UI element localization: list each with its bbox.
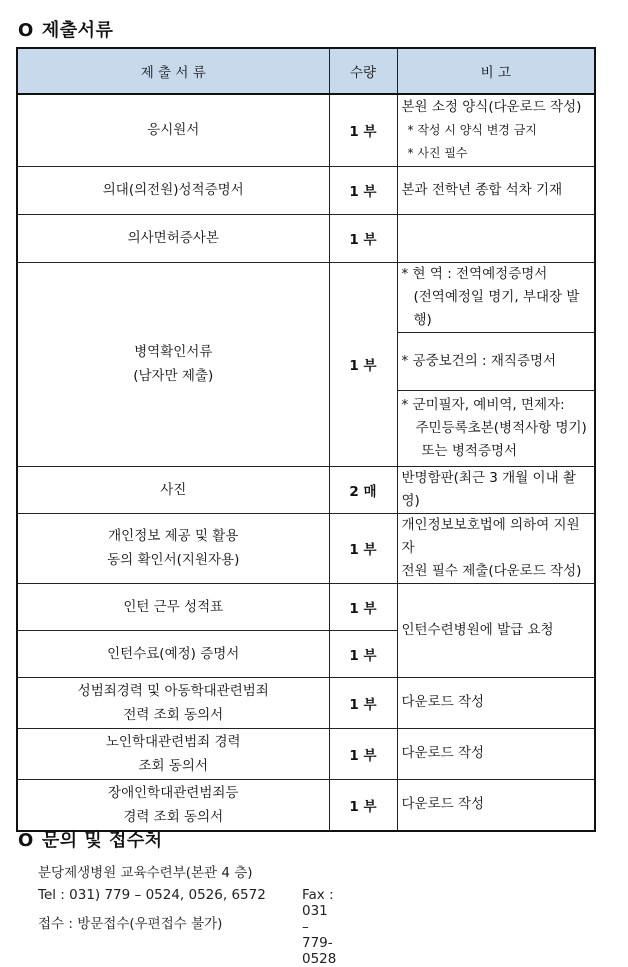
documents-table: [16, 47, 596, 832]
note-line: * 사진 필수: [407, 145, 468, 160]
doc-name-line: 조회 동의서: [138, 757, 208, 774]
doc-qty: 1 부: [329, 513, 397, 583]
header-doc: 제 출 서 류: [17, 48, 329, 94]
table-row: [17, 94, 595, 166]
doc-note: 반명함판(최근 3 개월 이내 촬영): [397, 466, 595, 513]
doc-note: [397, 513, 595, 583]
doc-qty: 1 부: [329, 630, 397, 677]
doc-note: * 공중보건의 : 재직증명서: [397, 332, 595, 390]
doc-name-line: 동의 확인서(지원자용): [107, 552, 240, 568]
table-row: [17, 728, 595, 779]
doc-note: 다운로드 작성: [397, 677, 595, 728]
doc-qty: 1 부: [329, 214, 397, 262]
doc-name: [17, 262, 329, 466]
note-line: 본원 소정 양식(다운로드 작성): [401, 98, 582, 115]
doc-name: 사진: [17, 466, 329, 513]
table-row: [17, 513, 595, 583]
contact-tel: Tel : 031) 779 – 0524, 0526, 6572: [38, 887, 266, 903]
table-row: [17, 779, 595, 831]
note-line: 전원 필수 제출(다운로드 작성): [401, 562, 582, 579]
doc-qty: 1 부: [329, 677, 397, 728]
doc-qty: 1 부: [329, 94, 397, 166]
doc-name: [17, 513, 329, 583]
doc-note: [397, 390, 595, 466]
header-note: 비 고: [397, 48, 595, 94]
doc-name-line: 개인정보 제공 및 활용: [108, 528, 239, 544]
table-row: [17, 214, 595, 262]
doc-name-line: 전력 조회 동의서: [123, 706, 224, 723]
doc-note: 인턴수련병원에 발급 요청: [397, 583, 595, 677]
contact-fax: Fax : 031 – 779-0528: [302, 887, 337, 967]
doc-name-line: 성범죄경력 및 아동학대관련범죄: [77, 682, 269, 699]
heading-title: 문의 및 접수처: [41, 830, 163, 851]
table-row: [17, 166, 595, 214]
note-line: 주민등록초본(병적사항 명기): [415, 419, 587, 436]
doc-name-line: 병역확인서류: [134, 344, 213, 360]
heading-bullet: O: [18, 20, 34, 41]
heading-bullet: O: [18, 830, 34, 851]
table-row: [17, 583, 595, 630]
doc-name-line: (남자만 제출): [133, 368, 214, 384]
contact-office: 분당제생병원 교육수련부(본관 4 층): [38, 865, 253, 881]
doc-name: 응시원서: [17, 94, 329, 166]
doc-name-line: 경력 조회 동의서: [123, 808, 224, 825]
table-row: [17, 262, 595, 332]
doc-qty: 1 부: [329, 779, 397, 831]
section-heading-contact: [18, 826, 163, 852]
doc-name: 인턴 근무 성적표: [17, 583, 329, 630]
doc-note: [397, 214, 595, 262]
doc-qty: 1 부: [329, 166, 397, 214]
note-line: 또는 병적증명서: [421, 442, 518, 459]
doc-note: 다운로드 작성: [397, 728, 595, 779]
heading-title: 제출서류: [41, 20, 114, 41]
doc-name: 의사면허증사본: [17, 214, 329, 262]
header-qty: 수량: [329, 48, 397, 94]
doc-note: [397, 94, 595, 166]
note-line: (전역예정일 명기, 부대장 발행): [413, 288, 580, 328]
note-line: * 군미필자, 예비역, 면제자:: [401, 396, 565, 413]
note-line: * 현 역 : 전역예정증명서: [401, 265, 548, 282]
doc-name: [17, 728, 329, 779]
doc-name: 인턴수료(예정) 증명서: [17, 630, 329, 677]
doc-qty: 1 부: [329, 583, 397, 630]
doc-name-line: 장애인학대관련범죄등: [108, 784, 239, 801]
doc-name: 의대(의전원)성적증명서: [17, 166, 329, 214]
table-header-row: [17, 48, 595, 94]
doc-note: 본과 전학년 종합 석차 기재: [397, 166, 595, 214]
doc-name: [17, 779, 329, 831]
table-row: [17, 466, 595, 513]
doc-note: 다운로드 작성: [397, 779, 595, 831]
contact-reception: 접수 : 방문접수(우편접수 불가): [38, 916, 223, 932]
note-line: 개인정보보호법에 의하여 지원자: [401, 516, 580, 556]
doc-note: [397, 262, 595, 332]
table-row: [17, 677, 595, 728]
doc-name-line: 노인학대관련범죄 경력: [105, 733, 241, 750]
doc-name: [17, 677, 329, 728]
note-line: * 작성 시 양식 변경 금지: [407, 122, 537, 137]
doc-qty: 2 매: [329, 466, 397, 513]
doc-qty: 1 부: [329, 728, 397, 779]
section-heading-documents: [18, 16, 113, 42]
doc-qty: 1 부: [329, 262, 397, 466]
